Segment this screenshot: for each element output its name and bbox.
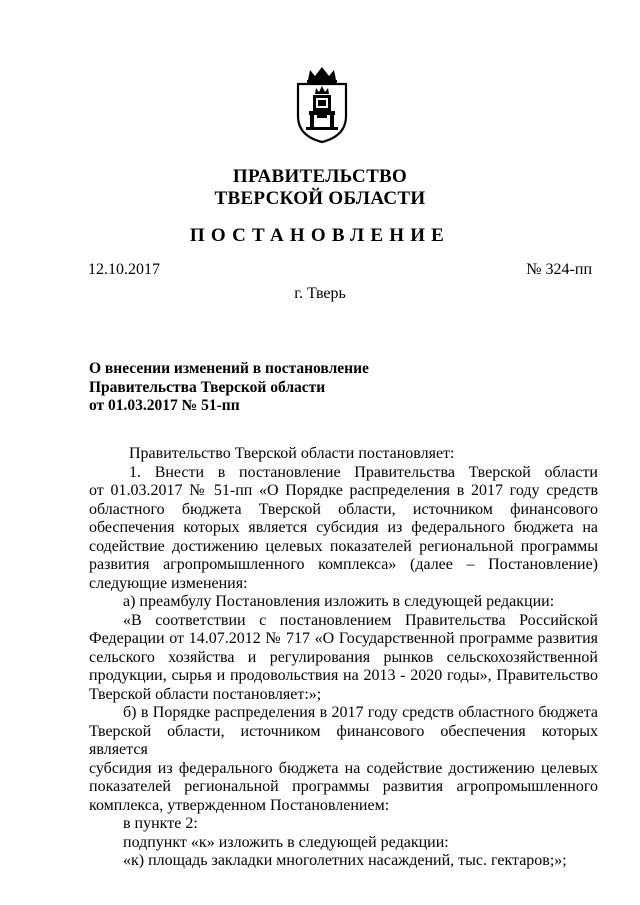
document-type-title: ПОСТАНОВЛЕНИЕ bbox=[189, 225, 451, 246]
body-line: Тверской области, источником финансового обеспечения которых является bbox=[89, 722, 598, 758]
body-line: «В соответствии с постановлением Правительства Российской bbox=[123, 611, 598, 629]
subject-line: О внесении изменений в постановление bbox=[89, 360, 369, 377]
document-body bbox=[89, 445, 598, 871]
body-line: от 01.03.2017 № 51-пп «О Порядке распределения в 2017 году средств bbox=[89, 482, 598, 499]
tver-region-coat-of-arms-icon bbox=[294, 64, 350, 144]
document-subject bbox=[89, 360, 369, 416]
document-date: 12.10.2017 bbox=[88, 261, 160, 278]
body-line: показателей региональной программы развития агропромышленного bbox=[89, 778, 598, 795]
body-line: подпункт «к» изложить в следующей редакции: bbox=[123, 833, 449, 851]
body-line: содействие достижению целевых показателей региональной программы bbox=[89, 537, 598, 555]
body-line: 1. Внести в постановление Правительства Тверской области bbox=[129, 463, 598, 481]
body-line: следующие изменения: bbox=[89, 574, 248, 592]
body-line: б) в Порядке распределения в 2017 году средств областного бюджета bbox=[123, 704, 598, 721]
subject-line: Правительства Тверской области bbox=[89, 378, 326, 396]
body-line: а) преамбулу Постановления изложить в следующей редакции: bbox=[123, 593, 555, 610]
document-number: № 324-пп bbox=[526, 261, 592, 278]
body-line: Федерации от 14.07.2012 № 717 «О Государственной программе развития bbox=[89, 630, 598, 647]
body-line: комплекса, утвержденном Постановлением: bbox=[89, 796, 390, 814]
body-line: обеспечения которых является субсидия из федерального бюджета на bbox=[89, 519, 598, 536]
subject-line: от 01.03.2017 № 51-пп bbox=[89, 397, 240, 414]
body-line: сельского хозяйства и регулирования рынков сельскохозяйственной bbox=[89, 648, 598, 666]
body-line: «к) площадь закладки многолетних насаждений, тыс. гектаров;»; bbox=[123, 852, 567, 869]
body-line: в пункте 2: bbox=[123, 815, 198, 832]
body-line: продукции, сырья и продовольствия на 2013 - 2020 годы», Правительство bbox=[89, 667, 598, 684]
government-name-line2: ТВЕРСКОЙ ОБЛАСТИ bbox=[214, 188, 426, 209]
document-city: г. Тверь bbox=[294, 285, 346, 302]
body-line: субсидия из федерального бюджета на содействие достижению целевых bbox=[89, 759, 598, 777]
body-line: развития агропромышленного комплекса» (далее – Постановление) bbox=[89, 556, 598, 573]
body-line: Правительство Тверской области постановляет: bbox=[129, 445, 455, 462]
body-line: областного бюджета Тверской области, источником финансового bbox=[89, 500, 598, 518]
government-name-line1: ПРАВИТЕЛЬСТВО bbox=[232, 166, 408, 187]
body-line: Тверской области постановляет:»; bbox=[89, 685, 322, 703]
